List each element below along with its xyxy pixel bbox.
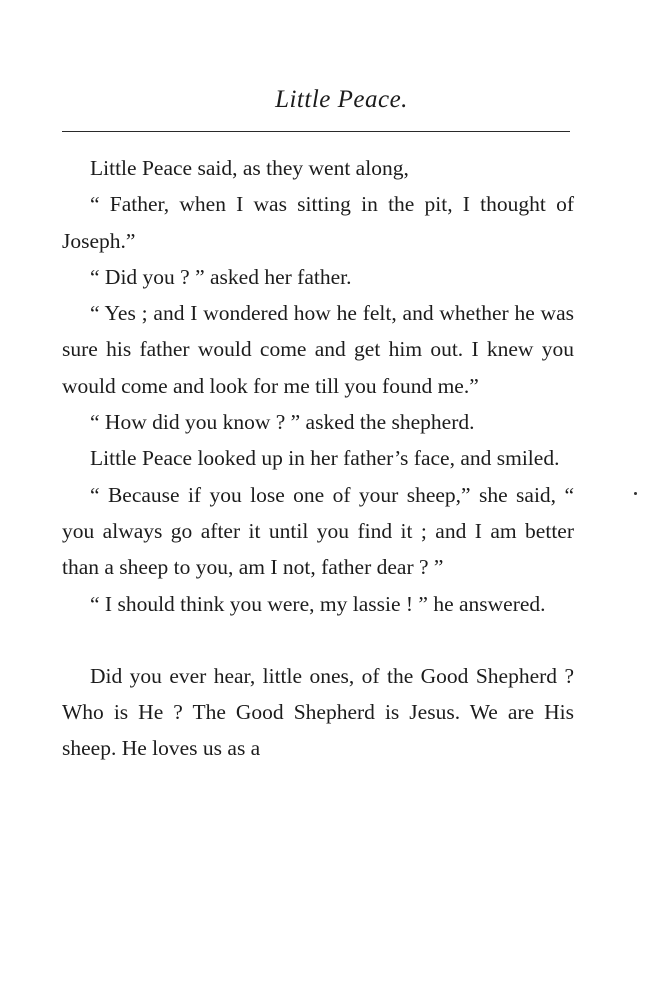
paragraph-gap [62,622,574,658]
body-text [62,150,574,767]
paragraph: “ Father, when I was sitting in the pit, I thought of Joseph.” [62,192,574,253]
header-rule [62,131,570,132]
paragraph: “ Because if you lose one of your sheep,” she said, “ you always go after it until you find it ; and I am better than a sheep to you, am I not, father dear ? ” [62,482,574,580]
paragraph: “ Did you ? ” asked her father. [90,264,352,289]
paragraph: Did you ever hear, little ones, of the Good Shepherd ? Who is He ? The Good Shepherd is Jesus. We are His sheep. He loves us as a [62,663,574,761]
paragraph: “ I should think you were, my lassie ! ” he answered. [90,591,546,616]
paragraph: Little Peace looked up in her father’s face, and smiled. [90,446,560,471]
running-title: Little Peace. [275,86,408,113]
paragraph: “ How did you know ? ” asked the shepherd. [90,410,475,435]
paragraph: “ Yes ; and I wondered how he felt, and whether he was sure his father would come and get him out. I knew you would come and look for me till you found me.” [62,301,574,398]
ink-speck [634,492,637,495]
paragraph: Little Peace said, as they went along, [90,156,409,180]
